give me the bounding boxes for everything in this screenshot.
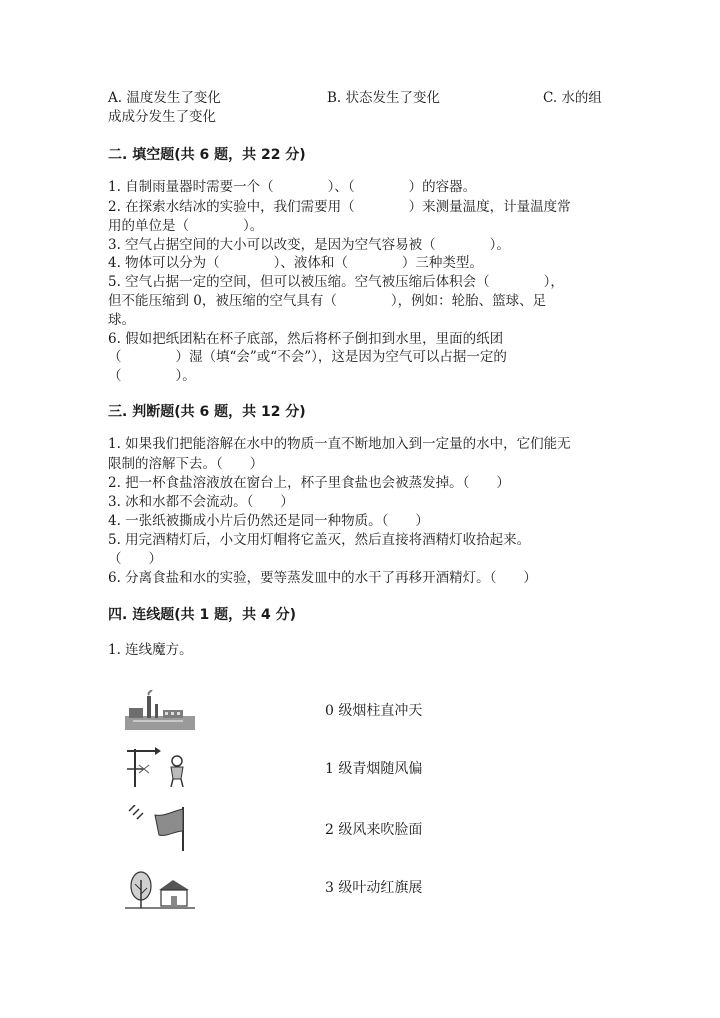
match-label-level-3: 3 级叶动红旗展	[325, 880, 423, 896]
judge-line: 3. 冰和水都不会流动。（ ）	[108, 494, 294, 510]
fill-line: 6. 假如把纸团粘在杯子底部，然后将杯子倒扣到水里，里面的纸团	[108, 331, 504, 347]
judge-line: 1. 如果我们把能溶解在水中的物质一直不断地加入到一定量的水中，它们能无	[108, 436, 571, 452]
option-c: C. 水的组	[543, 90, 602, 106]
matching-question: 1. 连线魔方。	[108, 642, 193, 658]
option-b: B. 状态发生了变化	[327, 90, 441, 106]
fill-line: 5. 空气占据一定的空间，但可以被压缩。空气被压缩后体积会（ ），	[108, 274, 564, 290]
judge-line: 4. 一张纸被撕成小片后仍然还是同一种物质。（ ）	[108, 513, 429, 529]
section-4-heading: 四. 连线题(共 1 题，共 4 分)	[108, 607, 296, 623]
tree-house-icon	[125, 868, 195, 910]
fill-line: （ ）湿（填“会”或“不会”），这是因为空气可以占据一定的	[108, 349, 507, 365]
weathervane-person-icon	[125, 745, 195, 787]
factory-smoke-icon	[125, 690, 195, 730]
judge-line: 2. 把一杯食盐溶液放在窗台上，杯子里食盐也会被蒸发掉。（ ）	[108, 475, 510, 491]
section-2-heading: 二. 填空题(共 6 题，共 22 分)	[108, 147, 306, 163]
match-label-level-2: 2 级风来吹脸面	[325, 822, 423, 838]
section-3-heading: 三. 判断题(共 6 题，共 12 分)	[108, 404, 306, 420]
fill-line: 4. 物体可以分为（ ）、液体和（ ）三种类型。	[108, 255, 483, 271]
option-a: A. 温度发生了变化	[108, 90, 221, 106]
fill-line: （ ）。	[108, 368, 196, 384]
fill-line: 球。	[108, 312, 135, 328]
fill-line: 2. 在探索水结冰的实验中，我们需要用（ ）来测量温度，计量温度常	[108, 199, 571, 215]
match-label-level-0: 0 级烟柱直冲天	[325, 703, 423, 719]
judge-line: 限制的溶解下去。（ ）	[108, 456, 264, 472]
judge-line: （ ）	[108, 551, 162, 567]
fill-line: 1. 自制雨量器时需要一个（ ）、（ ）的容器。	[108, 179, 477, 195]
judge-line: 6. 分离食盐和水的实验，要等蒸发皿中的水干了再移开酒精灯。（ ）	[108, 570, 537, 586]
fill-line: 但不能压缩到 0，被压缩的空气具有（ ），例如：轮胎、篮球、足	[108, 293, 547, 309]
option-c-continuation: 成成分发生了变化	[108, 109, 216, 125]
match-label-level-1: 1 级青烟随风偏	[325, 761, 423, 777]
judge-line: 5. 用完酒精灯后，小文用灯帽将它盖灭，然后直接将酒精灯收拾起来。	[108, 532, 531, 548]
red-flag-icon	[125, 805, 195, 853]
fill-line: 3. 空气占据空间的大小可以改变，是因为空气容易被（ ）。	[108, 237, 510, 253]
fill-line: 用的单位是（ ）。	[108, 218, 264, 234]
